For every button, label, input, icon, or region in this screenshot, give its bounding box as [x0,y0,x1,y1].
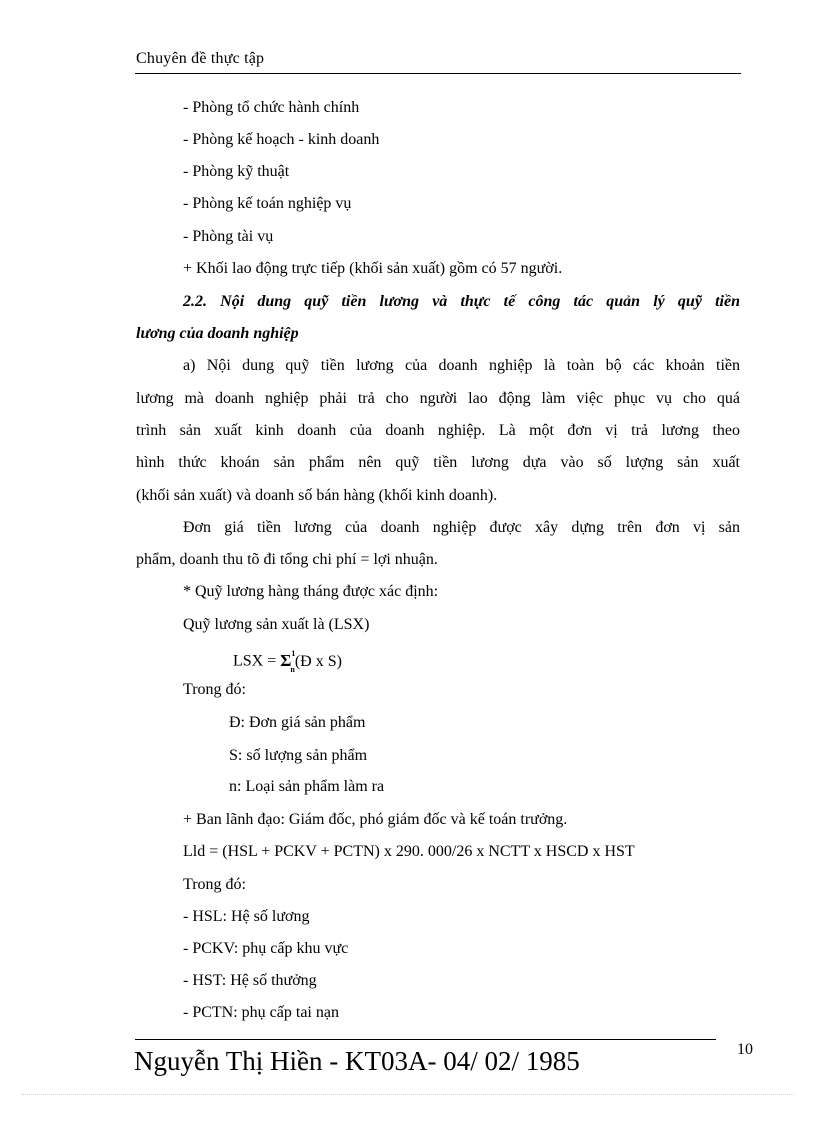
formula-lsx-left: LSX = [233,652,281,670]
where-label: Trong đó: [183,876,246,893]
page-number: 10 [737,1041,753,1058]
header-divider [135,73,741,74]
definition-item: - HST: Hệ số thưởng [183,972,317,989]
definition-item: - HSL: Hệ số lương [183,908,310,925]
sigma-symbol: $\Sigma^1_n$ [280,649,296,675]
paragraph-line: a) Nội dung quỹ tiền lương của doanh nghiệp là toàn bộ các khoản tiền [183,357,740,374]
formula-lsx-right: (Đ x S) [294,652,342,670]
section-heading-continued: lương của doanh nghiệp [136,325,299,342]
paragraph-line: trình sản xuất kinh doanh của doanh nghiệp. Là một đơn vị trả lương theo [136,422,740,439]
section-heading: 2.2. Nội dung quỹ tiền lương và thực tế công tác quản lý quỹ tiền [183,293,740,310]
page-break-line [22,1094,794,1095]
definition-item: - PCKV: phụ cấp khu vực [183,940,349,957]
paragraph-line: Đơn giá tiền lương của doanh nghiệp được xây dựng trên đơn vị sản [183,519,740,536]
definition-item: n: Loại sản phẩm làm ra [229,778,385,795]
paragraph-line: (khối sản xuất) và doanh số bán hàng (khối kinh doanh). [136,487,498,504]
department-item: - Phòng tài vụ [183,228,274,245]
paragraph-line: hình thức khoán sản phẩm nên quỹ tiền lương dựa vào số lượng sản xuất [136,454,740,471]
definition-item: Đ: Đơn giá sản phẩm [229,714,366,731]
definition-item: - PCTN: phụ cấp tai nạn [183,1004,339,1021]
definition-item: S: số lượng sản phẩm [229,747,368,764]
production-fund-label: Quỹ lương sản xuất là (LSX) [183,616,370,633]
where-label: Trong đó: [183,681,246,698]
department-item: - Phòng kỹ thuật [183,163,290,180]
leadership-line: + Ban lãnh đạo: Giám đốc, phó giám đốc và kế toán trưởng. [183,811,568,828]
department-item: - Phòng kế hoạch - kinh doanh [183,131,380,148]
direct-labor-line: + Khối lao động trực tiếp (khối sản xuất) gồm có 57 người. [183,260,563,277]
paragraph-line: lương mà doanh nghiệp phải trả cho người lao động làm việc phục vụ cho quá [136,390,740,407]
paragraph-line: phẩm, doanh thu tõ đi tổng chi phí = lợi nhuận. [136,551,438,568]
department-item: - Phòng tổ chức hành chính [183,99,360,116]
formula-lsx [233,647,342,678]
footer-divider [135,1039,716,1040]
monthly-fund-intro: * Quỹ lương hàng tháng được xác định: [183,583,439,600]
department-item: - Phòng kế toán nghiệp vụ [183,195,352,212]
formula-lld: Lld = (HSL + PCKV + PCTN) x 290. 000/26 x NCTT x HSCD x HST [183,843,635,860]
footer-author: Nguyễn Thị Hiền - KT03A- 04/ 02/ 1985 [134,1046,580,1076]
header-title: Chuyên đề thực tập [136,50,265,67]
